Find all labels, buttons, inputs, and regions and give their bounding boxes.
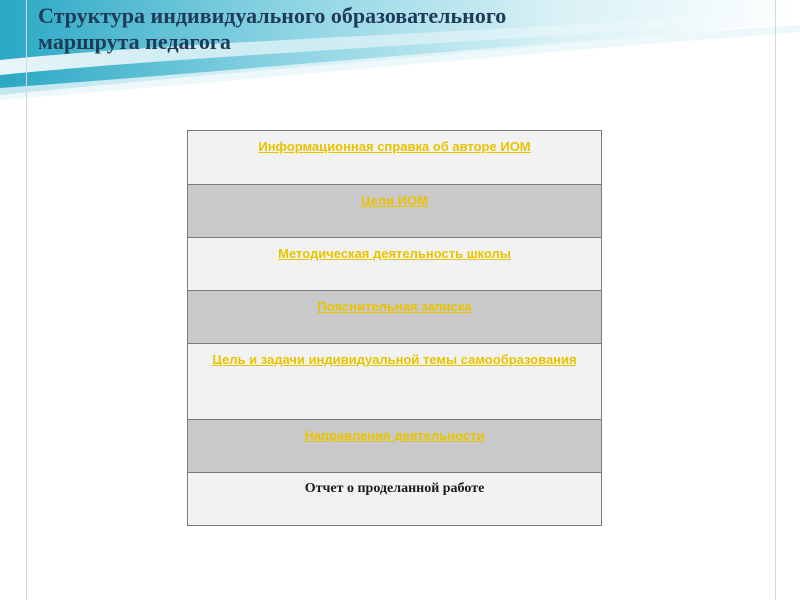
row-author-info-link[interactable]: Информационная справка об авторе ИОМ: [188, 131, 601, 184]
page-title: [38, 3, 778, 55]
row-goals-link[interactable]: Цели ИОМ: [188, 184, 601, 237]
right-border-line: [775, 0, 776, 600]
row-explanatory-note-link[interactable]: Пояснительная записка: [188, 290, 601, 343]
row-school-methodology-link[interactable]: Методическая деятельность школы: [188, 237, 601, 290]
title-line-1: Структура индивидуального образовательного: [38, 3, 507, 28]
row-self-education-goals-link[interactable]: Цель и задачи индивидуальной темы самообразования: [188, 343, 601, 419]
row-work-report: Отчет о проделанной работе: [188, 472, 601, 525]
left-border-line: [26, 0, 27, 600]
route-structure-table: [187, 130, 602, 526]
row-activity-directions-link[interactable]: Направления деятельности: [188, 419, 601, 472]
title-line-2: маршрута педагога: [38, 29, 231, 54]
